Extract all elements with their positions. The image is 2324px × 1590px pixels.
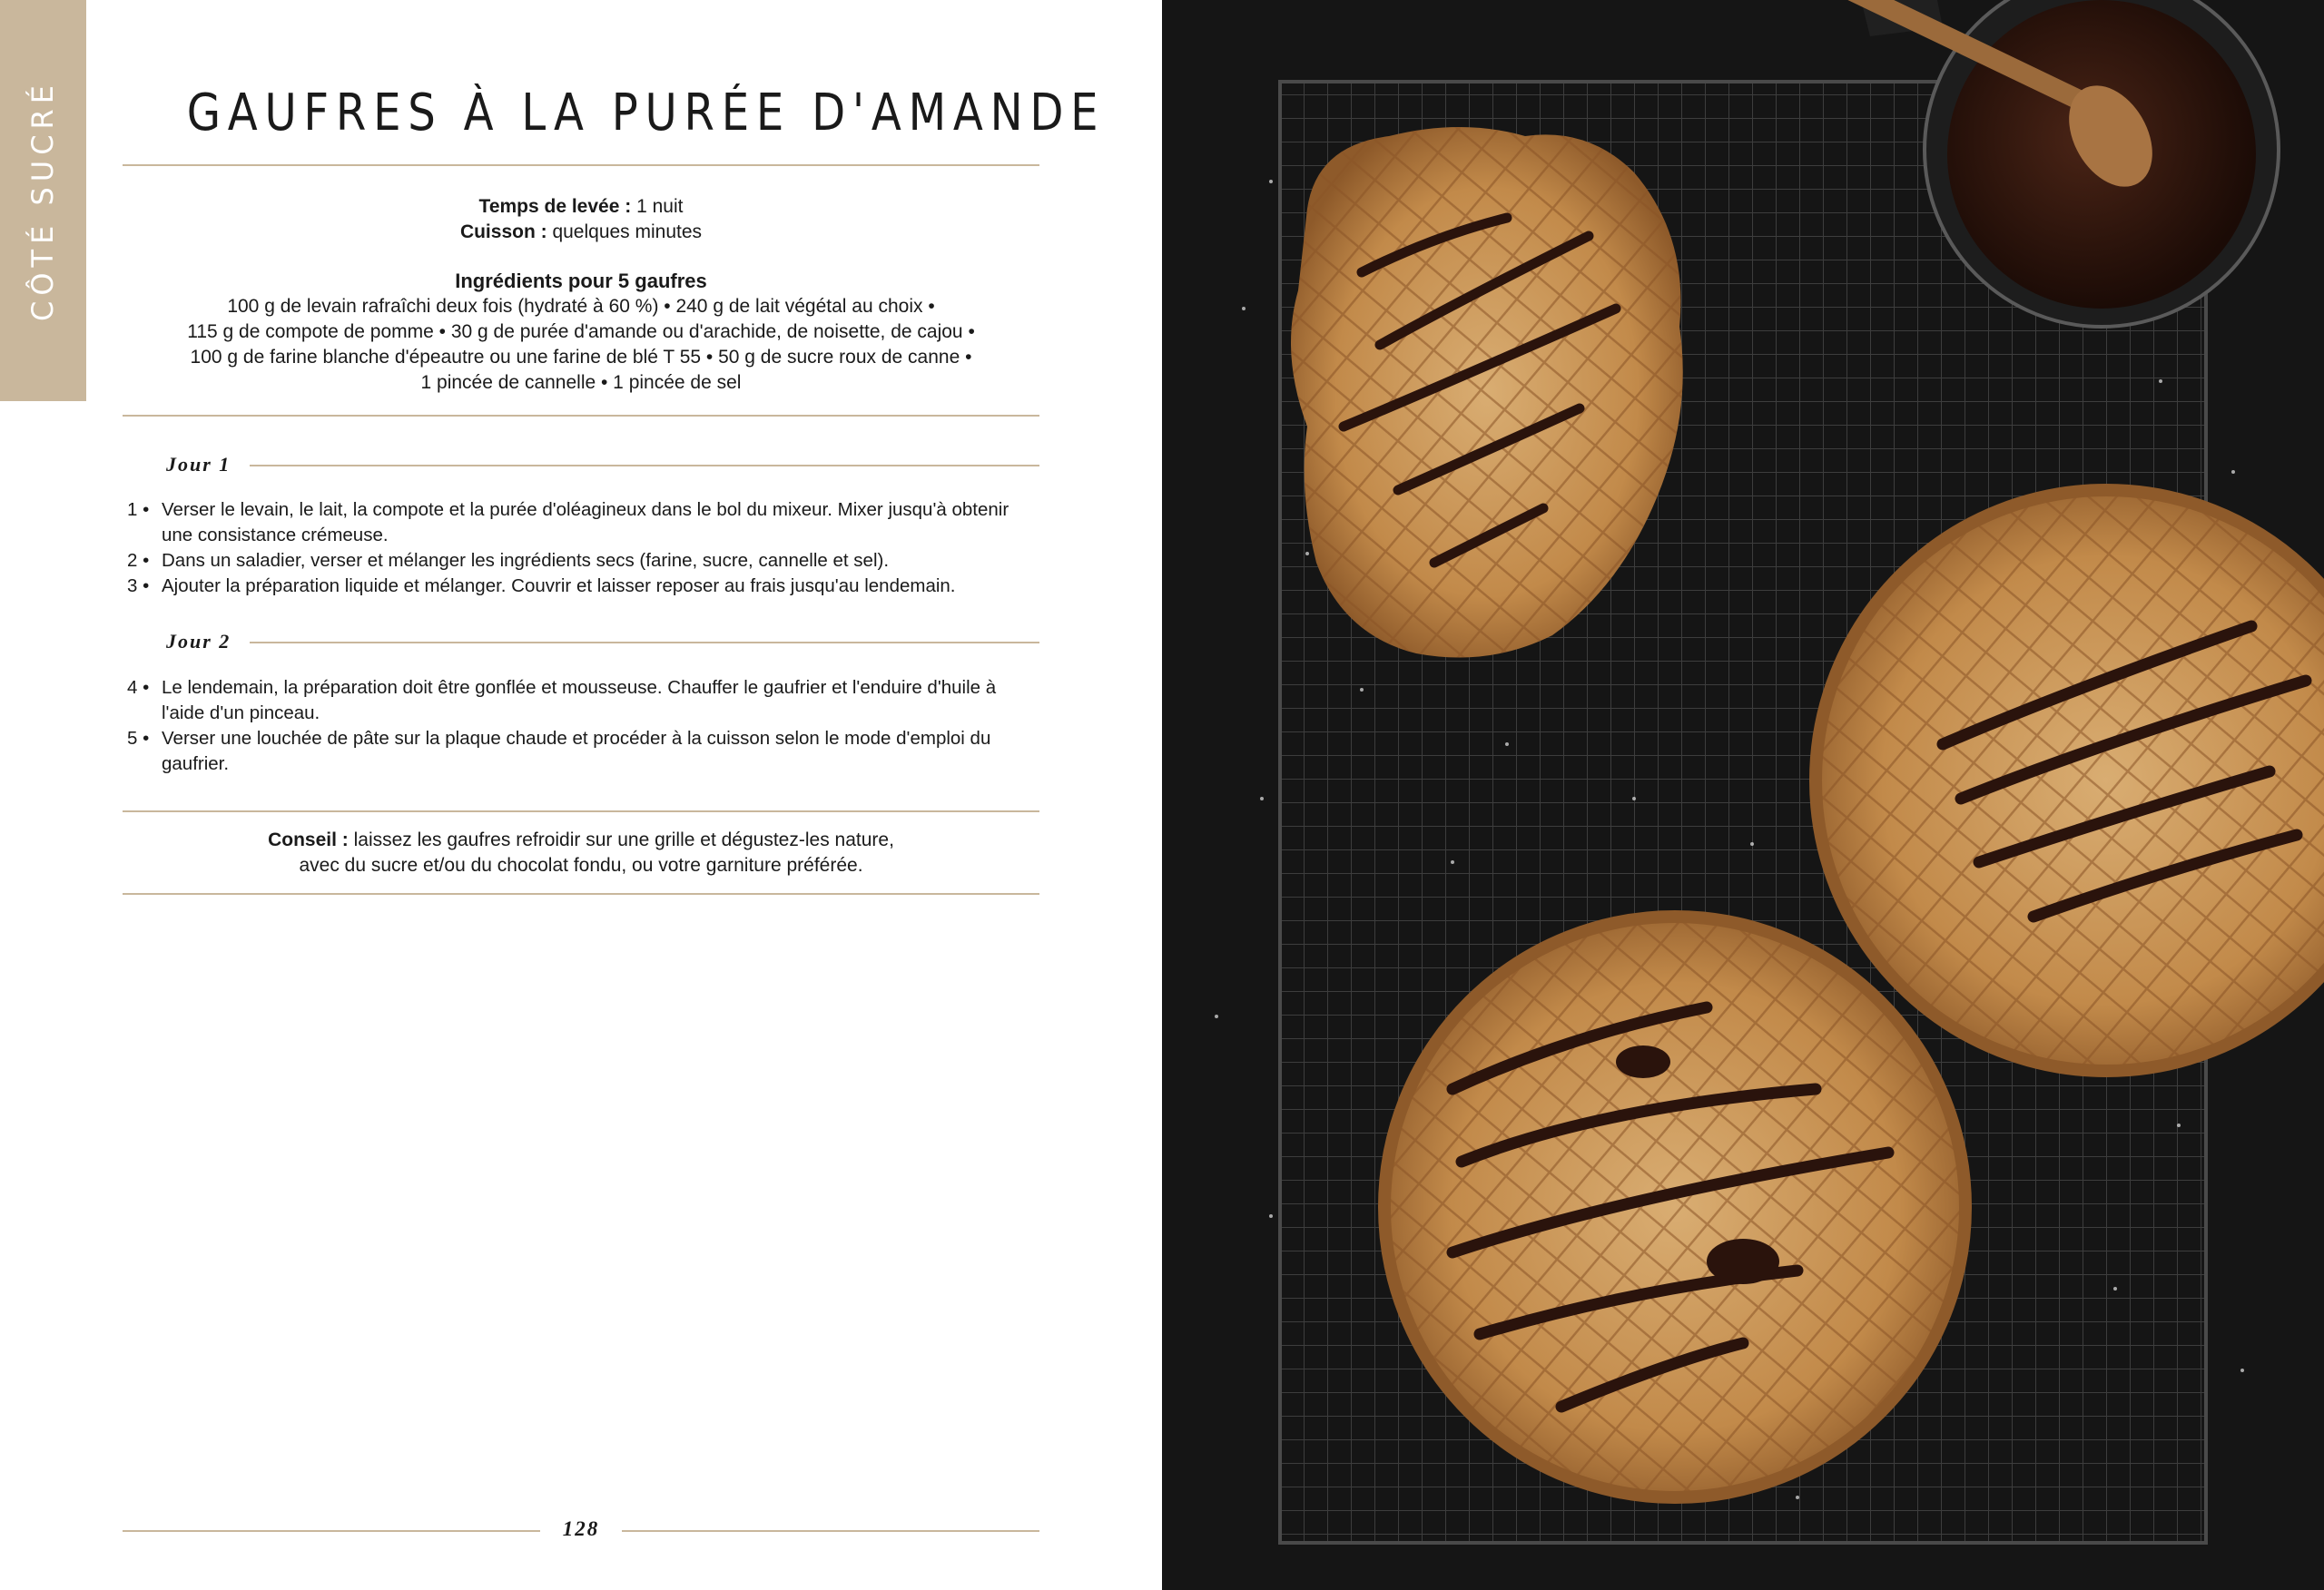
footer-rule-right [622, 1530, 1039, 1532]
ingredients-line: 115 g de compote de pomme • 30 g de purée d'amande ou d'arachide, de noisette, de cajou • [187, 321, 975, 342]
step-text: Verser le levain, le lait, la compote et la purée d'oléagineux dans le bol du mixeur. Mixer jusqu'à obtenir une consistance crémeuse. [162, 499, 1009, 545]
ingredients-line: 100 g de farine blanche d'épeautre ou une farine de blé T 55 • 50 g de sucre roux de canne • [190, 347, 972, 368]
day1-rule [250, 465, 1039, 466]
day2-rule [250, 642, 1039, 643]
page-footer [123, 1517, 1039, 1545]
tip-top-divider [123, 810, 1039, 812]
step-number: 4 • [127, 677, 150, 698]
tip-label: Conseil : [268, 829, 349, 850]
tip-text: laissez les gaufres refroidir sur une grille et dégustez-les nature, [348, 829, 894, 850]
rise-time [123, 194, 1039, 220]
day1-heading [123, 453, 1039, 480]
step-text: Verser une louchée de pâte sur la plaque chaude et procéder à la cuisson selon le mode d'emploi du gaufrier. [162, 728, 991, 774]
rise-time-value: 1 nuit [631, 196, 684, 217]
cook-time [123, 220, 1039, 245]
section-tab [0, 0, 86, 401]
rise-time-label: Temps de levée : [478, 196, 632, 217]
step-item [127, 497, 1039, 548]
tip-bottom-divider [123, 893, 1039, 895]
waffles-photo [1162, 0, 2324, 1590]
step-text: Ajouter la préparation liquide et mélanger. Couvrir et laisser reposer au frais jusqu'au lendemain. [162, 575, 956, 596]
day1-label: Jour 1 [166, 453, 243, 476]
step-item [127, 548, 1039, 574]
cook-time-value: quelques minutes [547, 221, 703, 242]
step-text: Dans un saladier, verser et mélanger les ingrédients secs (farine, sucre, cannelle et sel). [162, 550, 890, 571]
tip-line: avec du sucre et/ou du chocolat fondu, ou votre garniture préférée. [299, 855, 863, 876]
tip-line [123, 828, 1039, 853]
day2-steps [127, 675, 1039, 777]
page-number: 128 [562, 1517, 600, 1540]
ingredients-line: 100 g de levain rafraîchi deux fois (hydraté à 60 %) • 240 g de lait végétal au choix • [227, 296, 935, 317]
day1-steps [127, 497, 1039, 599]
step-item [127, 726, 1039, 777]
timing-block [123, 194, 1039, 245]
waffle-right [1816, 490, 2324, 1071]
ingredients-title: Ingrédients pour 5 gaufres [455, 270, 707, 292]
ingredients-divider [123, 415, 1039, 417]
cook-time-label: Cuisson : [459, 221, 547, 242]
waffles-photo-image [1162, 0, 2324, 1590]
day2-heading [123, 630, 1039, 657]
recipe-title: GAUFRES À LA PURÉE D'AMANDE [186, 83, 1106, 142]
title-divider [123, 164, 1039, 166]
step-item [127, 574, 1039, 599]
waffle-bottom [1384, 917, 1965, 1497]
ingredients-line: 1 pincée de cannelle • 1 pincée de sel [420, 372, 742, 393]
step-text: Le lendemain, la préparation doit être gonflée et mousseuse. Chauffer le gaufrier et l'enduire d'huile à l'aide d'un pinceau. [162, 677, 997, 723]
step-number: 5 • [127, 728, 150, 749]
day2-label: Jour 2 [166, 630, 243, 653]
step-number: 3 • [127, 575, 150, 596]
tip-block [123, 828, 1039, 878]
step-number: 1 • [127, 499, 150, 520]
ingredients-block [123, 269, 1039, 396]
step-number: 2 • [127, 550, 150, 571]
section-tab-label: CÔTÉ SUCRÉ [25, 80, 60, 321]
step-item [127, 675, 1039, 726]
